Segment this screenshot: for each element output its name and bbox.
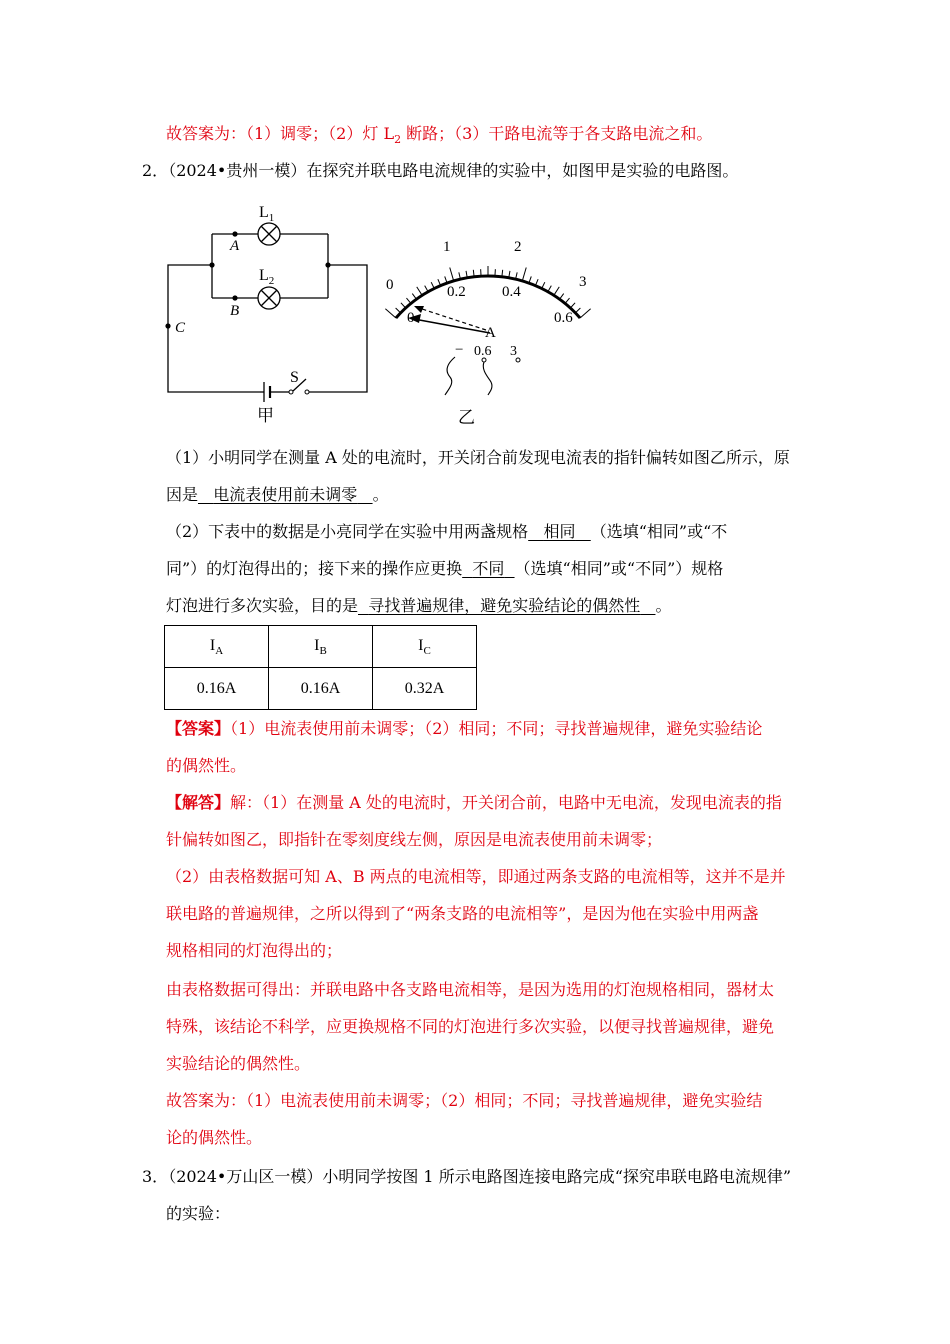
q2-part1-blank: 电流表使用前未调零	[213, 485, 358, 504]
q2-analysis-line-5: 由表格数据可得出：并联电路中各支路电流相等，是因为选用的灯泡规格相同，器材太	[166, 980, 775, 999]
q3-stem: （2024•万山区一模）小明同学按图 1 所示电路图连接电路完成“探究串联电路电流规律”	[168, 1167, 792, 1186]
table-cell-ib: 0.16A	[269, 668, 373, 710]
q2-part2-line1: （2）下表中的数据是小亮同学在实验中用两盏规格 相同 （选填“相同”或“不	[166, 522, 728, 541]
prev-answer-line	[166, 124, 712, 150]
label-point-a: A	[230, 238, 240, 254]
caption-yi: 乙	[458, 408, 475, 427]
label-switch-s: S	[290, 369, 299, 386]
top-scale-0: 0	[386, 277, 394, 293]
q3-number: 3．	[142, 1167, 169, 1186]
current-data-table	[164, 625, 477, 710]
label-point-b: B	[230, 303, 240, 319]
dial-tick	[580, 309, 591, 318]
q2-part2-line3: 灯泡进行多次实验，目的是 寻找普遍规律，避免实验结论的偶然性 。	[166, 596, 672, 615]
dial-tick	[522, 267, 526, 280]
q2-analysis-line-7: 实验结论的偶然性。	[166, 1054, 311, 1073]
top-scale-2: 2	[514, 239, 522, 255]
q2-analysis-line-1: 针偏转如图乙，即指针在零刻度线左侧，原因是电流表使用前未调零；	[166, 830, 663, 849]
q2-stem: （2024•贵州一模）在探究并联电路电流规律的实验中，如图甲是实验的电路图。	[168, 161, 739, 180]
bottom-scale-0-6: 0.6	[554, 310, 573, 326]
q2-analysis-line-6: 特殊，该结论不科学，应更换规格不同的灯泡进行多次实验，以便寻找普遍规律，避免	[166, 1017, 775, 1036]
q2-analysis-line-9: 论的偶然性。	[166, 1128, 263, 1147]
terminal-0-6: 0.6	[474, 344, 492, 359]
q2-analysis-line-2: （2）由表格数据可知 A、B 两点的电流相等，即通过两条支路的电流相等，这并不是并	[166, 867, 786, 886]
q3-stem-line2: 的实验：	[166, 1204, 231, 1223]
q2-part2-blank3: 寻找普遍规律，避免实验结论的偶然性	[368, 596, 641, 615]
q2-part1-line1: （1）小明同学在测量 A 处的电流时，开关闭合前发现电流表的指针偏转如图乙所示，原	[166, 448, 790, 467]
q3-stem-line	[142, 1167, 791, 1187]
prev-answer-rest: 断路；（3）干路电流等于各支路电流之和。	[401, 124, 713, 143]
terminal-minus: −	[455, 342, 464, 358]
dial-tick	[450, 267, 454, 280]
top-scale-3: 3	[579, 274, 587, 290]
q2-analysis-line-8: 故答案为：（1）电流表使用前未调零；（2）相同；不同；寻找普遍规律，避免实验结	[166, 1091, 763, 1110]
table-header-row	[165, 626, 477, 668]
q2-part1-line2: 因是 电流表使用前未调零 。	[166, 485, 389, 504]
table-row	[165, 668, 477, 710]
table-header-ib: $I_B$	[269, 626, 373, 668]
q2-answer-line2: 的偶然性。	[166, 756, 247, 775]
terminal-3: 3	[510, 344, 517, 359]
prev-answer-lead: 故答案为：（1）调零；（2）灯 L	[166, 124, 395, 143]
bottom-scale-0-4: 0.4	[502, 284, 521, 300]
label-point-c: C	[175, 320, 186, 336]
q2-stem-line	[142, 161, 738, 181]
label-l2: $L_2$	[259, 267, 275, 287]
label-l1: $L_1$	[259, 204, 275, 224]
q2-part2-line2: 同”）的灯泡得出的；接下来的操作应更换 不同 （选填“相同”或“不同”）规格	[166, 559, 724, 578]
table-cell-ia: 0.16A	[165, 668, 269, 710]
prev-answer-sub: 2	[394, 133, 402, 146]
bottom-scale-0-2: 0.2	[447, 284, 466, 300]
circuit-diagram-jia	[160, 198, 375, 428]
q2-part2-blank1: 相同	[543, 522, 576, 541]
q2-analysis-line-4: 规格相同的灯泡得出的；	[166, 941, 343, 960]
answer-tag: 【答案】	[166, 719, 231, 738]
caption-jia: 甲	[257, 406, 274, 425]
q2-analysis-line-0: 【解答】解：（1）在测量 A 处的电流时，开关闭合前，电路中无电流，发现电流表的指	[166, 793, 782, 812]
table-header-ic: $I_C$	[373, 626, 477, 668]
ammeter-pointer	[414, 319, 490, 333]
ammeter-dial-yi	[378, 230, 598, 430]
q2-part2-blank2: 不同	[472, 559, 505, 578]
q2-answer-line1: 【答案】（1）电流表使用前未调零；（2）相同；不同；寻找普遍规律，避免实验结论	[166, 719, 763, 738]
analysis-tag: 【解答】	[166, 793, 231, 812]
unit-a: A	[485, 325, 496, 341]
table-cell-ic: 0.32A	[373, 668, 477, 710]
q2-analysis-line-3: 联电路的普遍规律，之所以得到了“两条支路的电流相等”，是因为他在实验中用两盏	[166, 904, 759, 923]
q2-number: 2．	[142, 161, 169, 180]
table-header-ia: $I_A$	[165, 626, 269, 668]
top-scale-1: 1	[443, 239, 451, 255]
dial-tick	[385, 309, 396, 318]
